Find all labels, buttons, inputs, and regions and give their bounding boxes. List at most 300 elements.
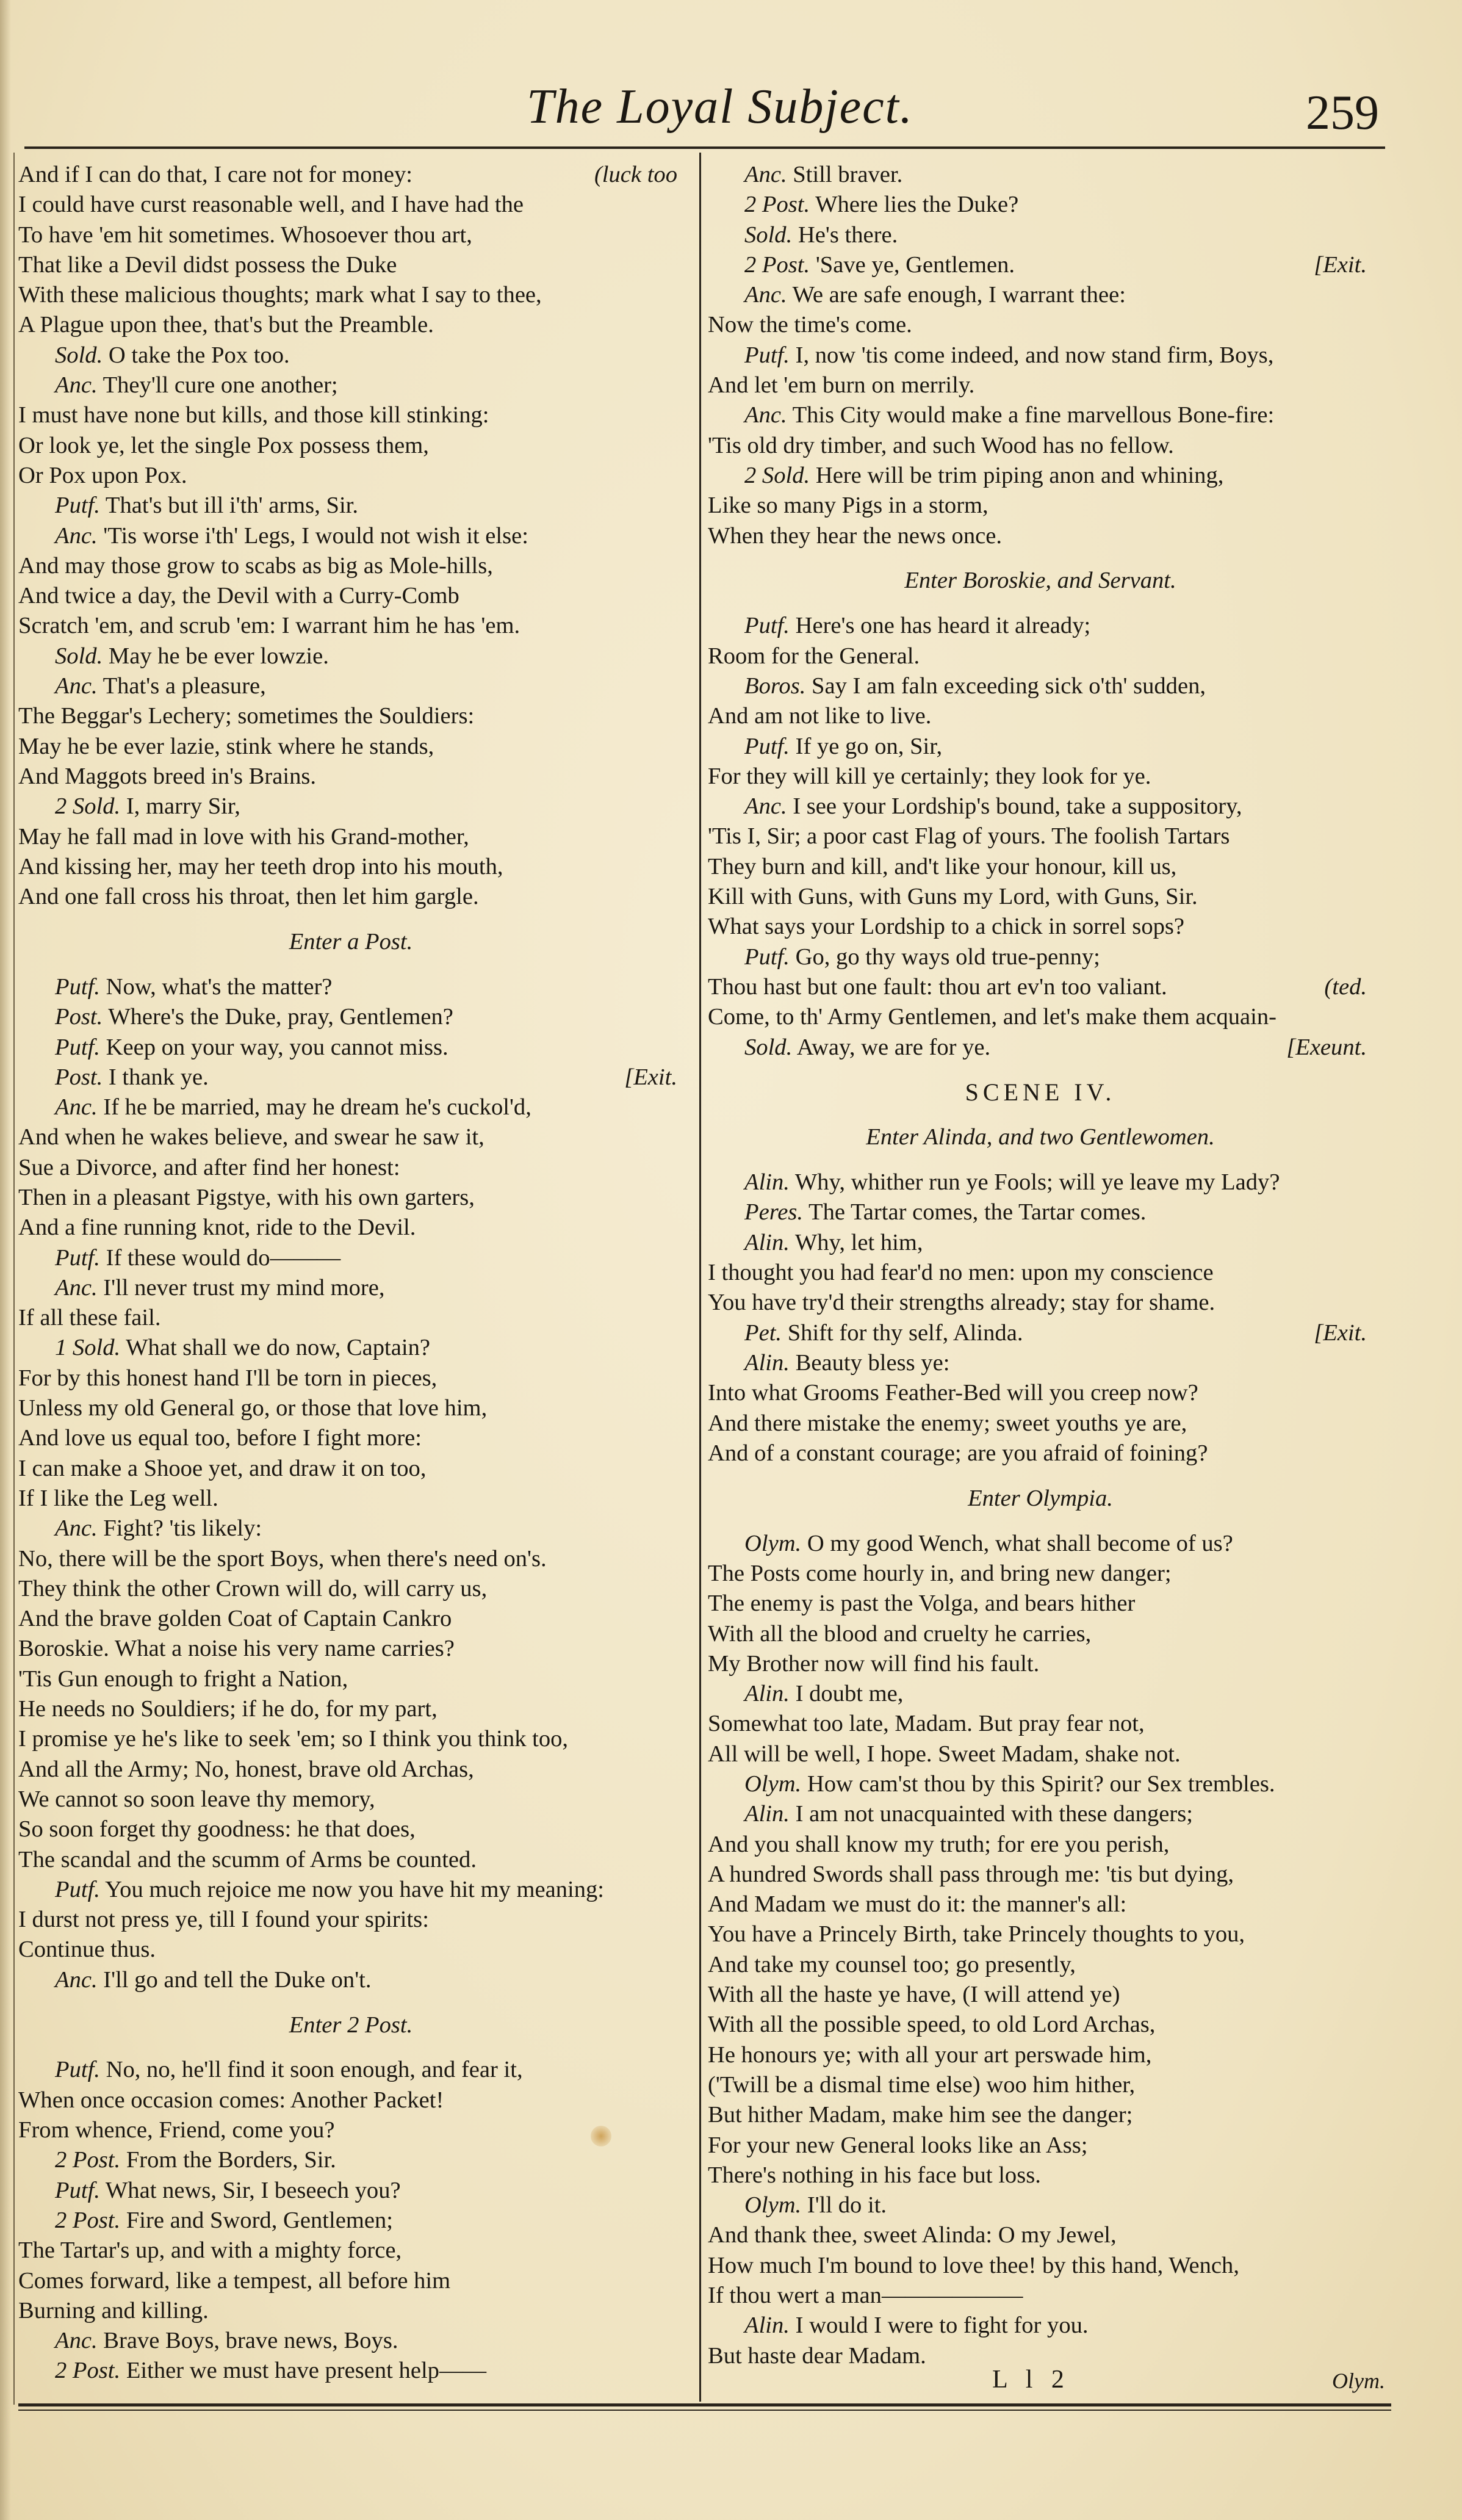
line-text: Into what Grooms Feather-Bed will you creep now? (708, 1380, 1198, 1406)
line-text: They'll cure one another; (103, 372, 338, 399)
line-text: With all the possible speed, to old Lord Archas, (708, 2012, 1156, 2038)
spacer-line (18, 912, 683, 927)
verse-line (708, 2251, 1373, 2281)
line-text: If I like the Leg well. (18, 1485, 218, 1511)
spacer-line (708, 1153, 1373, 1168)
verse-line (18, 792, 683, 821)
verse-line (708, 370, 1373, 400)
catchword: Olym. (1332, 2369, 1385, 2393)
line-text: You have a Princely Birth, take Princely thoughts to you, (708, 1921, 1245, 1948)
left-text-column (18, 160, 683, 2386)
line-text: What news, Sir, I beseech you? (105, 2177, 401, 2203)
line-text: That like a Devil didst possess the Duke (18, 251, 397, 278)
line-text: I'll go and tell the Duke on't. (103, 1966, 372, 1993)
verse-line (708, 2131, 1373, 2161)
speaker-name: 2 Sold. (55, 793, 121, 820)
verse-line (708, 310, 1373, 340)
stage-direction (18, 2010, 683, 2040)
line-text: Like so many Pigs in a storm, (708, 493, 988, 519)
speaker-name: 2 Post. (55, 2147, 121, 2173)
line-text: I thank ye. (108, 1064, 209, 1090)
verse-line (18, 521, 683, 551)
verse-line (708, 1589, 1373, 1619)
line-text: And Madam we must do it: the manner's all: (708, 1891, 1127, 1918)
verse-line (18, 2085, 683, 2115)
line-text: Keep on your way, you cannot miss. (106, 1034, 448, 1060)
line-text: Shift for thy self, Alinda. (787, 1320, 1023, 1346)
speaker-name: Sold. (744, 222, 793, 248)
verse-line (708, 400, 1373, 430)
verse-line (18, 1393, 683, 1423)
spacer-line (708, 1063, 1373, 1078)
stage-direction (18, 927, 683, 957)
line-text: He needs no Souldiers; if he do, for my part, (18, 1696, 438, 1722)
line-text: Boroskie. What a noise his very name carries? (18, 1636, 455, 1662)
speaker-name: Anc. (744, 282, 787, 308)
verse-line (708, 882, 1373, 912)
verse-line (708, 1348, 1373, 1378)
verse-line (708, 1739, 1373, 1769)
stage-direction-text: Enter Alinda, and two Gentlewomen. (866, 1124, 1215, 1150)
stage-direction (708, 1484, 1373, 1514)
line-text: 'Tis worse i'th' Legs, I would not wish it else: (103, 522, 528, 549)
stage-direction-text: Enter 2 Post. (289, 2012, 413, 2038)
line-text: I promise ye he's like to seek 'em; so I think you think too, (18, 1726, 569, 1752)
verse-line (18, 2055, 683, 2085)
line-text: No, there will be the sport Boys, when there's need on's. (18, 1545, 547, 1572)
verse-line (708, 1890, 1373, 1919)
line-text: Unless my old General go, or those that love him, (18, 1395, 488, 1421)
line-text: The Tartar comes, the Tartar comes. (808, 1199, 1147, 1226)
verse-line (708, 972, 1373, 1002)
verse-line (708, 1409, 1373, 1439)
line-text: And of a constant courage; are you afraid of foining? (708, 1440, 1208, 1466)
verse-line (708, 792, 1373, 821)
speaker-name: Putf. (55, 2057, 100, 2083)
line-text: How much I'm bound to love thee! by this hand, Wench, (708, 2252, 1239, 2278)
line-text: The scandal and the scumm of Arms be counted. (18, 1846, 477, 1872)
line-text: What says your Lordship to a chick in sorrel sops? (708, 914, 1185, 940)
line-text: Still braver. (793, 162, 903, 187)
verse-line (18, 822, 683, 852)
verse-line (708, 2100, 1373, 2130)
speaker-name: Anc. (744, 793, 787, 820)
speaker-name: 2 Post. (744, 251, 810, 278)
speaker-name: Anc. (55, 522, 98, 549)
verse-line (18, 431, 683, 461)
verse-line (708, 220, 1373, 250)
line-text: But haste dear Madam. (708, 2342, 926, 2369)
line-text: So soon forget thy goodness: he that does, (18, 1816, 416, 1843)
verse-line (18, 250, 683, 280)
line-text: If all these fail. (18, 1305, 161, 1331)
verse-line (708, 280, 1373, 310)
line-text: 'Tis old dry timber, and such Wood has no fellow. (708, 432, 1174, 458)
verse-line (708, 1619, 1373, 1649)
line-text: Or look ye, let the single Pox possess them, (18, 432, 429, 458)
verse-line (708, 2010, 1373, 2040)
line-text: That's a pleasure, (103, 673, 266, 699)
verse-line (708, 1318, 1373, 1348)
line-text: With all the haste ye have, (I will attend ye) (708, 1982, 1120, 2008)
verse-line (708, 2190, 1373, 2220)
line-text: And when he wakes believe, and swear he saw it, (18, 1124, 484, 1150)
verse-line (708, 2220, 1373, 2250)
marginal-text: [Exit. (1314, 1320, 1367, 1346)
verse-line (18, 1755, 683, 1785)
verse-line (708, 341, 1373, 370)
verse-line (18, 1122, 683, 1152)
paper-stain (591, 2126, 611, 2146)
speaker-name: Putf. (55, 1244, 100, 1271)
verse-line (708, 821, 1373, 851)
line-text: Where lies the Duke? (815, 192, 1019, 218)
verse-line (18, 2266, 683, 2296)
verse-line (708, 521, 1373, 551)
verse-line (18, 1965, 683, 1995)
verse-line (18, 611, 683, 641)
stage-direction-text: Enter a Post. (289, 929, 413, 955)
stage-direction (708, 1122, 1373, 1152)
line-text: Away, we are for ye. (796, 1034, 991, 1060)
verse-line (708, 2070, 1373, 2100)
line-text: If ye go on, Sir, (795, 733, 943, 759)
verse-line (18, 2176, 683, 2206)
verse-line (18, 1544, 683, 1574)
verse-line (18, 1845, 683, 1875)
speaker-name: Anc. (55, 1966, 98, 1993)
line-text: That's but ill i'th' arms, Sir. (105, 493, 359, 519)
line-text: What shall we do now, Captain? (126, 1335, 431, 1361)
line-text: Comes forward, like a tempest, all before him (18, 2267, 451, 2294)
verse-line (18, 1092, 683, 1122)
line-text: ('Twill be a dismal time else) woo him hither, (708, 2071, 1136, 2098)
line-text: I durst not press ye, till I found your spirits: (18, 1907, 429, 1933)
verse-line (18, 2356, 683, 2386)
line-text: Go, go thy ways old true-penny; (795, 944, 1100, 970)
line-text: The Beggar's Lechery; sometimes the Souldiers: (18, 703, 475, 729)
marginal-text: (ted. (1324, 973, 1367, 1000)
marginal-text: (luck too (594, 162, 677, 187)
line-text: 'Save ye, Gentlemen. (815, 251, 1015, 278)
verse-line (18, 341, 683, 370)
spacer-line (18, 2040, 683, 2056)
header-rule (24, 146, 1385, 149)
speaker-name: Olym. (744, 2192, 802, 2219)
marginal-text: [Exit. (624, 1064, 677, 1090)
line-text: He's there. (798, 222, 898, 248)
verse-line (18, 1243, 683, 1273)
speaker-name: 2 Sold. (744, 462, 810, 488)
line-text: I'll never trust my mind more, (103, 1274, 385, 1301)
verse-line (708, 2311, 1373, 2341)
line-text: Continue thus. (18, 1937, 156, 1963)
verse-line (18, 1875, 683, 1905)
verse-line (18, 852, 683, 882)
footer-rule-thin (18, 2410, 1391, 2411)
verse-line (18, 2236, 683, 2265)
verse-line (708, 852, 1373, 882)
line-text: Say I am faln exceeding sick o'th' sudden, (812, 673, 1206, 699)
speaker-name: Olym. (744, 1530, 802, 1556)
left-margin-rule (13, 153, 15, 2405)
spacer-line (18, 1995, 683, 2010)
line-text: We are safe enough, I warrant thee: (792, 282, 1126, 308)
verse-line (18, 400, 683, 430)
line-text: I can make a Shooe yet, and draw it on too, (18, 1455, 427, 1481)
verse-line (708, 1033, 1373, 1063)
line-text: For by this honest hand I'll be torn in pieces, (18, 1365, 438, 1391)
verse-line (18, 1935, 683, 1965)
verse-line (18, 732, 683, 762)
verse-line (708, 611, 1373, 641)
verse-line (18, 1063, 683, 1092)
verse-line (18, 1724, 683, 1754)
verse-line (18, 1363, 683, 1393)
verse-line (708, 1168, 1373, 1197)
verse-line (708, 190, 1373, 220)
line-text: How cam'st thou by this Spirit? our Sex trembles. (807, 1771, 1275, 1797)
line-text: I must have none but kills, and those kill stinking: (18, 402, 489, 428)
verse-line (708, 701, 1373, 731)
line-text: And you shall know my truth; for ere you perish, (708, 1831, 1170, 1857)
marginal-text: [Exeunt. (1286, 1034, 1367, 1060)
page-number: 259 (1306, 86, 1379, 140)
spacer-line (708, 551, 1373, 566)
verse-line (18, 2145, 683, 2175)
speaker-name: Peres. (744, 1199, 804, 1226)
line-text: He honours ye; with all your art perswade him, (708, 2042, 1152, 2068)
column-divider (699, 153, 701, 2402)
verse-line (18, 280, 683, 310)
speaker-name: Alin. (744, 1169, 790, 1196)
line-text: We cannot so soon leave thy memory, (18, 1786, 375, 1812)
line-text: And a fine running knot, ride to the Devil. (18, 1215, 416, 1241)
verse-line (708, 1649, 1373, 1679)
verse-line (18, 1574, 683, 1604)
speaker-name: Putf. (744, 613, 790, 639)
line-text: Thou hast but one fault: thou art ev'n too valiant. (708, 973, 1167, 1000)
speaker-name: Alin. (744, 1801, 790, 1827)
line-text: Then in a pleasant Pigstye, with his own garters, (18, 1184, 475, 1210)
verse-line (18, 1604, 683, 1634)
verse-line (18, 1303, 683, 1333)
speaker-name: Putf. (55, 1876, 100, 1902)
line-text: When once occasion comes: Another Packet! (18, 2087, 444, 2113)
verse-line (18, 2115, 683, 2145)
line-text: To have 'em hit sometimes. Whosoever thou art, (18, 222, 472, 248)
line-text: They think the other Crown will do, will carry us, (18, 1575, 488, 1601)
verse-line (708, 1980, 1373, 2010)
line-text: For your new General looks like an Ass; (708, 2132, 1088, 2158)
verse-line (708, 1950, 1373, 1980)
verse-line (708, 160, 1373, 190)
line-text: You have try'd their strengths already; stay for shame. (708, 1290, 1215, 1316)
line-text: When they hear the news once. (708, 522, 1003, 549)
line-text: Brave Boys, brave news, Boys. (103, 2328, 398, 2354)
line-text: From the Borders, Sir. (126, 2147, 336, 2173)
verse-line (708, 2161, 1373, 2190)
verse-line (708, 1288, 1373, 1318)
verse-line (18, 310, 683, 340)
verse-line (18, 1634, 683, 1664)
verse-line (18, 1153, 683, 1183)
verse-line (708, 641, 1373, 671)
line-text: Here will be trim piping anon and whining, (815, 462, 1224, 488)
line-text: With these malicious thoughts; mark what I say to thee, (18, 282, 542, 308)
running-title: The Loyal Subject. (527, 80, 913, 134)
line-text: For they will kill ye certainly; they look for ye. (708, 763, 1151, 789)
stage-direction-text: Enter Olympia. (968, 1485, 1113, 1511)
line-text: All will be well, I hope. Sweet Madam, shake not. (708, 1741, 1181, 1767)
speaker-name: Putf. (55, 2177, 100, 2203)
verse-line (18, 1033, 683, 1063)
speaker-name: Anc. (744, 162, 787, 187)
verse-line (708, 1679, 1373, 1709)
signature-mark: L l 2 (992, 2366, 1070, 2394)
line-text: They burn and kill, and't like your honour, kill us, (708, 853, 1177, 879)
line-text: And there mistake the enemy; sweet youths ye are, (708, 1410, 1187, 1436)
line-text: No, no, he'll find it soon enough, and fear it, (106, 2057, 523, 2083)
line-text: You much rejoice me now you have hit my meaning: (105, 1876, 605, 1902)
speaker-name: Post. (55, 1004, 103, 1030)
verse-line (18, 1814, 683, 1844)
line-text: I could have curst reasonable well, and I have had the (18, 192, 524, 218)
verse-line (18, 1694, 683, 1724)
speaker-name: Pet. (744, 1320, 782, 1346)
line-text: The enemy is past the Volga, and bears hither (708, 1590, 1136, 1617)
verse-line (18, 1002, 683, 1032)
verse-line (18, 701, 683, 731)
verse-line (18, 370, 683, 400)
line-text: The Tartar's up, and with a mighty force, (18, 2237, 402, 2264)
verse-line (18, 1664, 683, 1694)
line-text: But hither Madam, make him see the danger; (708, 2102, 1133, 2128)
line-text: Why, whither run ye Fools; will ye leave my Lady? (794, 1169, 1280, 1196)
line-text: I'll do it. (807, 2192, 887, 2219)
line-text: And let 'em burn on merrily. (708, 372, 975, 399)
verse-line (18, 1273, 683, 1303)
line-text: There's nothing in his face but loss. (708, 2162, 1041, 2188)
speaker-name: Putf. (744, 944, 790, 970)
line-text: Here's one has heard it already; (795, 613, 1091, 639)
verse-line (18, 551, 683, 581)
line-text: Somewhat too late, Madam. But pray fear not, (708, 1711, 1145, 1737)
line-text: Kill with Guns, with Guns my Lord, with Guns, Sir. (708, 884, 1198, 910)
verse-line (708, 671, 1373, 701)
line-text: Where's the Duke, pray, Gentlemen? (108, 1004, 453, 1030)
verse-line (18, 671, 683, 701)
line-text: If he be married, may he dream he's cuckol'd, (103, 1094, 531, 1121)
verse-line (18, 1905, 683, 1935)
speaker-name: Sold. (55, 643, 103, 669)
verse-line (708, 1439, 1373, 1468)
line-text: Now, what's the matter? (106, 973, 333, 1000)
speaker-name: Putf. (55, 973, 100, 1000)
marginal-text: [Exit. (1314, 251, 1367, 278)
page-edge-shadow (0, 0, 11, 2520)
line-text: And kissing her, may her teeth drop into his mouth, (18, 853, 503, 879)
speaker-name: Putf. (55, 1034, 100, 1060)
line-text: If these would do——— (106, 1244, 341, 1271)
line-text: And may those grow to scabs as big as Mole-hills, (18, 552, 493, 579)
line-text: My Brother now will find his fault. (708, 1650, 1040, 1677)
speaker-name: Boros. (744, 673, 806, 699)
verse-line (708, 1769, 1373, 1799)
verse-line (18, 1514, 683, 1543)
line-text: Fight? 'tis likely: (103, 1515, 262, 1542)
verse-line (708, 1799, 1373, 1829)
verse-line (708, 250, 1373, 280)
line-text: 'Tis Gun enough to fright a Nation, (18, 1666, 348, 1692)
line-text: Now the time's come. (708, 312, 912, 338)
verse-line (708, 1258, 1373, 1288)
verse-line (18, 1785, 683, 1814)
line-text: I see your Lordship's bound, take a suppository, (793, 793, 1242, 820)
verse-line (708, 1529, 1373, 1559)
speaker-name: 2 Post. (744, 192, 810, 218)
line-text: And take my counsel too; go presently, (708, 1951, 1076, 1977)
verse-line (18, 1484, 683, 1514)
spacer-line (708, 1514, 1373, 1529)
speaker-name: Alin. (744, 1229, 790, 1255)
speaker-name: Alin. (744, 2312, 790, 2339)
verse-line (18, 762, 683, 792)
line-text: And Maggots breed in's Brains. (18, 763, 317, 789)
line-text: And all the Army; No, honest, brave old Archas, (18, 1756, 474, 1782)
speaker-name: Anc. (55, 372, 98, 399)
verse-line (708, 762, 1373, 792)
line-text: If thou wert a man—————— (708, 2283, 1023, 2309)
line-text: I, now 'tis come indeed, and now stand firm, Boys, (795, 342, 1274, 368)
verse-line (708, 1378, 1373, 1408)
line-text: The Posts come hourly in, and bring new danger; (708, 1560, 1172, 1586)
line-text: From whence, Friend, come you? (18, 2117, 335, 2143)
line-text: And love us equal too, before I fight more: (18, 1425, 422, 1451)
speaker-name: Anc. (55, 1274, 98, 1301)
speaker-name: Anc. (55, 2328, 98, 2354)
line-text: And if I can do that, I care not for money: (18, 162, 412, 187)
line-text: And one fall cross his throat, then let him gargle. (18, 884, 479, 910)
verse-line (18, 461, 683, 491)
line-text: Fire and Sword, Gentlemen; (126, 2207, 393, 2233)
verse-line (18, 1454, 683, 1484)
verse-line (708, 1860, 1373, 1890)
verse-line (708, 732, 1373, 762)
line-text: I am not unacquainted with these dangers; (795, 1801, 1193, 1827)
speaker-name: Putf. (744, 342, 790, 368)
verse-line (708, 491, 1373, 521)
scene-heading: SCENE IV. (965, 1078, 1116, 1107)
verse-line (18, 190, 683, 220)
line-text: And am not like to live. (708, 703, 932, 729)
spacer-line (18, 957, 683, 972)
speaker-name: 1 Sold. (55, 1335, 121, 1361)
stage-direction-text: Enter Boroskie, and Servant. (904, 568, 1176, 594)
verse-line (708, 1228, 1373, 1258)
verse-line (18, 220, 683, 250)
speaker-name: Alin. (744, 1681, 790, 1707)
line-text: 'Tis I, Sir; a poor cast Flag of yours. The foolish Tartars (708, 823, 1230, 850)
line-text: Burning and killing. (18, 2297, 209, 2323)
verse-line (18, 1423, 683, 1453)
line-text: I, marry Sir, (126, 793, 240, 820)
line-text: With all the blood and cruelty he carries, (708, 1620, 1092, 1647)
verse-line (18, 1183, 683, 1213)
speaker-name: 2 Post. (55, 2207, 121, 2233)
verse-line (18, 160, 683, 190)
verse-line (18, 491, 683, 521)
